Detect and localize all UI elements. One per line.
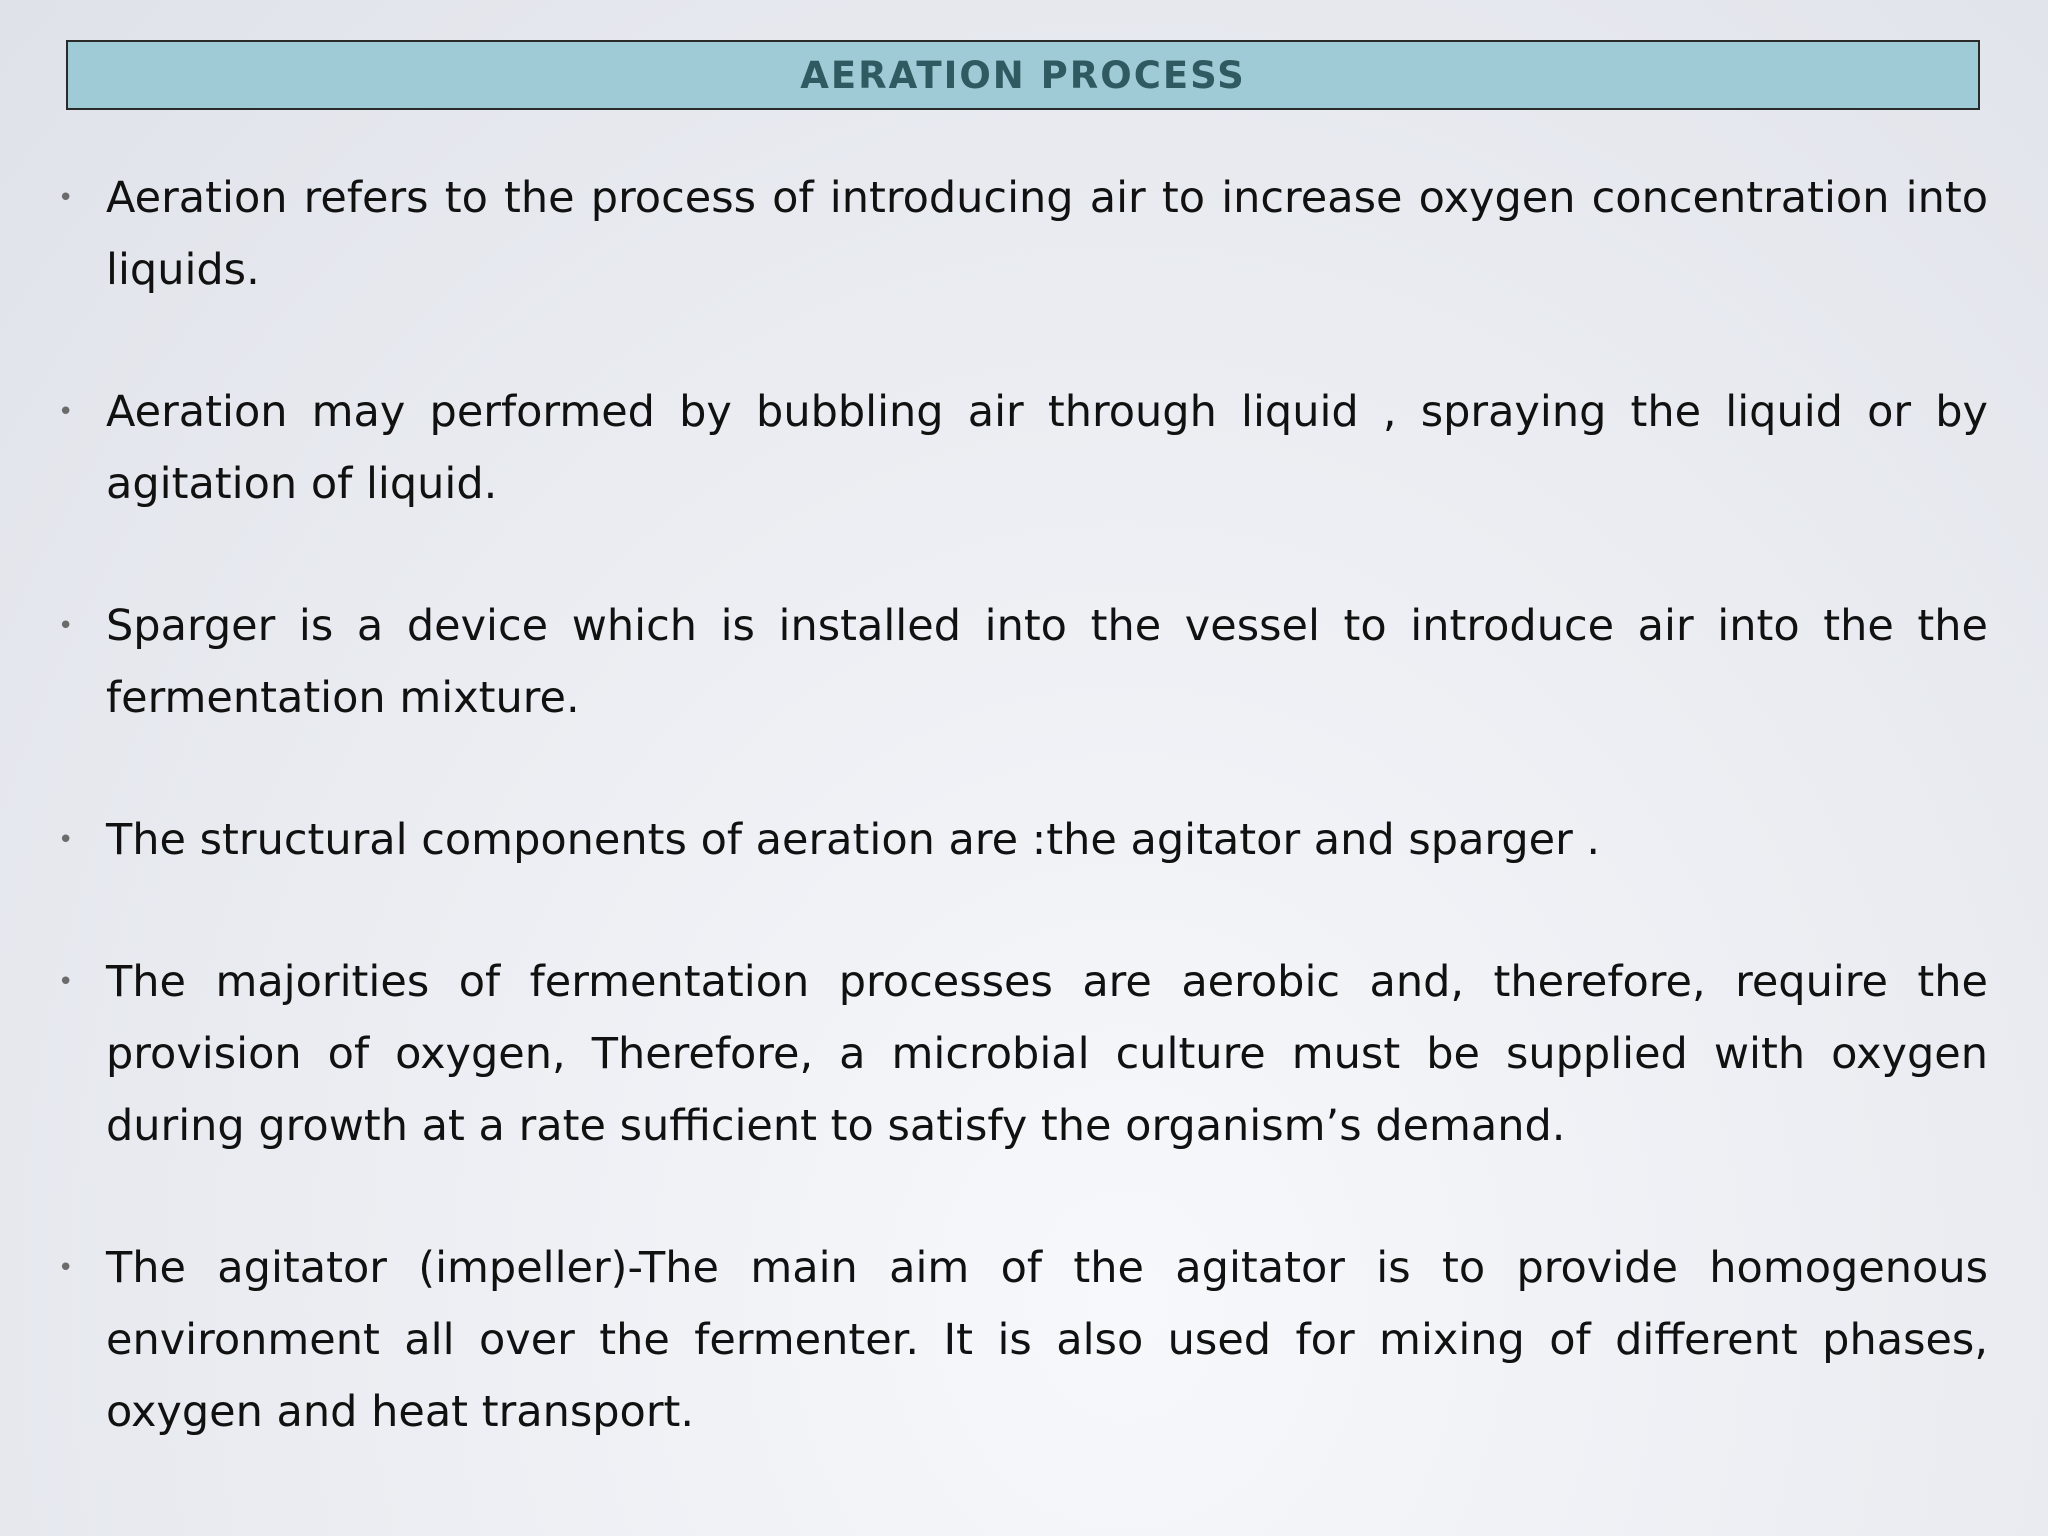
bullet-item-5 [58,946,1988,1162]
bullet-text: Aeration refers to the process of introducing air to increase oxygen concentration into liquids. [106,173,1988,295]
bullet-icon: • [58,825,74,855]
bullet-text: The structural components of aeration are :the agitator and sparger . [106,815,1601,865]
bullet-list [58,162,1988,1518]
slide-title: AERATION PROCESS [800,53,1246,97]
bullet-text: The majorities of fermentation processes are aerobic and, therefore, require the provision of oxygen, Therefore, a microbial culture must be supplied with oxygen during growth at a rate sufficient to satisfy the organism’s demand. [106,957,1988,1151]
bullet-icon: • [58,967,74,997]
bullet-icon: • [58,611,74,641]
bullet-item-6 [58,1232,1988,1448]
bullet-icon: • [58,1253,74,1283]
bullet-item-2 [58,376,1988,520]
bullet-item-3 [58,590,1988,734]
bullet-text: The agitator (impeller)-The main aim of the agitator is to provide homogenous environment all over the fermenter. It is also used for mixing of different phases, oxygen and heat transport. [106,1243,1988,1437]
bullet-text: Aeration may performed by bubbling air through liquid , spraying the liquid or by agitation of liquid. [106,387,1988,509]
bullet-icon: • [58,183,74,213]
bullet-icon: • [58,397,74,427]
bullet-item-4 [58,804,1988,876]
bullet-text: Sparger is a device which is installed into the vessel to introduce air into the the fermentation mixture. [106,601,1988,723]
title-bar [66,40,1980,110]
bullet-item-1 [58,162,1988,306]
